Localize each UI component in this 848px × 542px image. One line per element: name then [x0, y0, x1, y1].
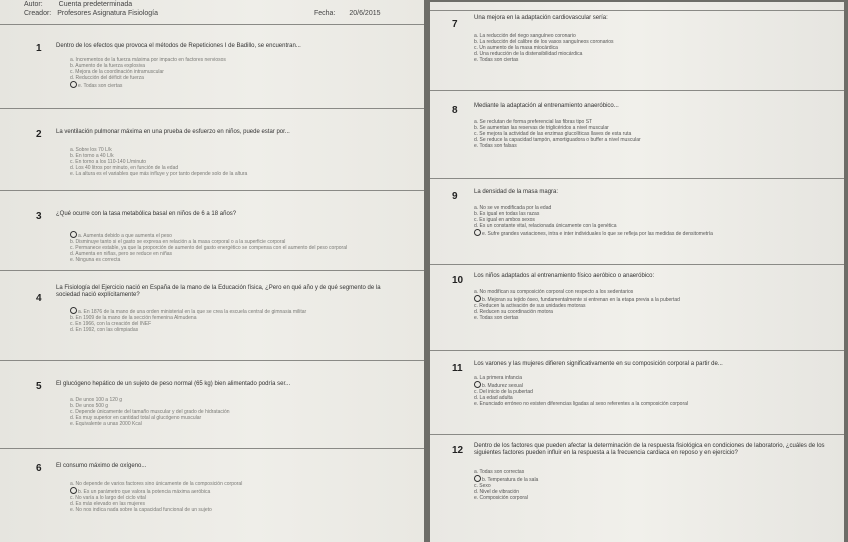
- answer-option[interactable]: b. Es igual en todas las razas: [474, 211, 540, 217]
- answer-option[interactable]: d. La edad adulta: [474, 395, 513, 401]
- answer-option[interactable]: a. Incrementos de la fuerza máxima por impacto en factores nerviosos: [70, 57, 226, 63]
- answer-option[interactable]: c. En torno a los 110-140 L/minuto: [70, 159, 147, 165]
- question-number: 7: [452, 19, 458, 30]
- answer-option[interactable]: b. Aumento de la fuerza explosiva: [70, 63, 146, 69]
- answer-options: [70, 231, 400, 263]
- question-number: 8: [452, 105, 458, 116]
- question-number: 3: [36, 211, 42, 222]
- question-5: [0, 360, 424, 449]
- answer-option[interactable]: e. Equivalente a unas 2000 Kcal: [70, 421, 142, 427]
- answer-option-selected[interactable]: e. Sufre grandes variaciones, intra e inter individuales lo que se refleja por las medidas de densitometría: [474, 229, 839, 237]
- answer-option[interactable]: e. Todas son ciertas: [474, 57, 519, 63]
- question-stem: ¿Qué ocurre con la tasa metabólica basal en niños de 6 a 18 años?: [56, 211, 237, 217]
- answer-option[interactable]: c. Se mejora la actividad de las enzimas glucolíticas llaves de esta ruta: [474, 131, 632, 137]
- answer-option[interactable]: a. La reducción del riego sanguíneo coronario: [474, 33, 576, 39]
- answer-option[interactable]: c. Sexo: [474, 483, 491, 489]
- answer-option[interactable]: c. Reducen la activación de sus unidades motoras: [474, 303, 586, 309]
- answer-option-selected[interactable]: e. Todas son ciertas: [70, 81, 400, 89]
- question-stem: La ventilación pulmonar máxima en una prueba de esfuerzo en niños, puede estar por...: [56, 129, 290, 135]
- answer-option[interactable]: c. Permanece estable, ya que la proporción de aumento del gasto energético se compensa con el aumento del peso corporal: [70, 245, 348, 251]
- question-4: [0, 270, 424, 361]
- question-number: 4: [36, 293, 42, 304]
- answer-option[interactable]: d. Nivel de vibración: [474, 489, 520, 495]
- creador-value: Profesores Asignatura Fisiología: [57, 10, 158, 17]
- answer-option[interactable]: c. No varía a lo largo del ciclo vital: [70, 495, 146, 501]
- answer-option[interactable]: b. En torno a 40 L/k: [70, 153, 114, 159]
- answer-options: [70, 397, 400, 427]
- question-stem: Dentro de los factores que pueden afectar la determinación de la respuesta fisiológica en condiciones de laboratorio, ¿cuáles de los siguientes factores pueden influir en la respuesta a la frecuencia cardiaca en reposo y en ejercicio?: [474, 443, 825, 456]
- answer-option-selected[interactable]: b. Madurez sexual: [474, 381, 839, 389]
- question-10: [430, 264, 844, 351]
- answer-option[interactable]: a. No se ve modificada por la edad: [474, 205, 552, 211]
- answer-option[interactable]: d. Reducción del déficit de fuerza: [70, 75, 144, 81]
- answer-option-selected[interactable]: b. Es un parámetro que valora la potencia máxima aeróbica: [70, 487, 400, 495]
- question-number: 9: [452, 191, 458, 202]
- answer-option[interactable]: a. Todas son correctas: [474, 469, 525, 475]
- question-number: 6: [36, 463, 42, 474]
- question-number: 2: [36, 129, 42, 140]
- answer-option[interactable]: c. En 1966, con la creación del INEF: [70, 321, 152, 327]
- autor-row: [24, 1, 132, 8]
- question-3: [0, 190, 424, 271]
- answer-option[interactable]: b. La reducción del calibre de los vasos sanguíneos coronarios: [474, 39, 614, 45]
- answer-option[interactable]: e. Enunciado erróneo no existen diferencias ligadas al sexo referentes a la composición corporal: [474, 401, 689, 407]
- autor-label: Autor:: [24, 1, 43, 8]
- answer-option[interactable]: c. Depende únicamente del tamaño muscular y del grado de hidratación: [70, 409, 230, 415]
- question-1: [0, 24, 424, 109]
- answer-option[interactable]: d. Se reduce la capacidad tampón, amortiguadora o buffer a nivel muscular: [474, 137, 641, 143]
- answer-option[interactable]: e. Ninguna es correcta: [70, 257, 121, 263]
- answer-options: [474, 375, 839, 407]
- answer-option[interactable]: b. En 1909 de la mano de la sección femenina Almudena: [70, 315, 197, 321]
- question-stem: Dentro de los efectos que provoca el métodos de Repeticiones I de Badillo, se encuentran...: [56, 43, 301, 49]
- question-stem: Una mejora en la adaptación cardiovascular sería:: [474, 15, 608, 21]
- fecha-label: Fecha:: [314, 10, 336, 17]
- fecha-value: 20/6/2015: [349, 10, 381, 17]
- answer-option[interactable]: e. La altura es el variables que más influye y por tanto depende solo de la altura: [70, 171, 248, 177]
- answer-option[interactable]: c. Mejora de la coordinación intramuscular: [70, 69, 164, 75]
- answer-option[interactable]: b. Se aumentan las reservas de triglicéridos a nivel muscular: [474, 125, 609, 131]
- question-number: 1: [36, 43, 42, 54]
- creador-row: [24, 10, 158, 17]
- fecha-row: [314, 10, 381, 17]
- answer-option[interactable]: e. Todas son falsas: [474, 143, 517, 149]
- question-number: 11: [452, 363, 463, 374]
- question-stem: El glucógeno hepático de un sujeto de peso normal (65 kg) bien alimentado podría ser...: [56, 381, 291, 387]
- answer-options: [474, 119, 839, 149]
- question-9: [430, 178, 844, 265]
- answer-option[interactable]: d. Una reducción de la distensibilidad miocárdica: [474, 51, 583, 57]
- question-stem: Los varones y las mujeres difieren significativamente en su composición corporal a partir de...: [474, 361, 723, 367]
- answer-option[interactable]: d. Aumenta en niñas, pero se reduce en niñas: [70, 251, 173, 257]
- question-8: [430, 90, 844, 179]
- answer-option[interactable]: d. Reducen su coordinación motora: [474, 309, 553, 315]
- question-number: 12: [452, 445, 464, 456]
- question-12: [430, 434, 844, 542]
- question-stem: Los niños adaptados al entrenamiento físico aeróbico o anaeróbico:: [474, 273, 655, 279]
- answer-option-selected[interactable]: b. Temperatura de la sala: [474, 475, 839, 483]
- answer-option[interactable]: a. No depende de varios factores sino únicamente de la composición corporal: [70, 481, 243, 487]
- answer-options: [474, 33, 839, 63]
- answer-option[interactable]: a. Sobre los 70 L/k: [70, 147, 112, 153]
- answer-option-selected[interactable]: a. Aumenta debido a que aumenta el peso: [70, 231, 400, 239]
- question-7: [430, 10, 844, 91]
- answer-option[interactable]: b. Disminuye tanto si el gasto se expresa en relación a la masa corporal o a la superficie corporal: [70, 239, 286, 245]
- question-number: 5: [36, 381, 42, 392]
- answer-option[interactable]: b. De unos 500 g: [70, 403, 109, 409]
- answer-option[interactable]: d. Es un constante vital, relacionada únicamente con la genética: [474, 223, 617, 229]
- answer-option[interactable]: d. En 1992, con las olimpiadas: [70, 327, 139, 333]
- answer-option[interactable]: e. Todas son ciertas: [474, 315, 519, 321]
- question-2: [0, 108, 424, 191]
- exam-page-right: [430, 2, 844, 542]
- answer-options: [474, 289, 839, 321]
- question-stem: Mediante la adaptación al entrenamiento anaeróbico...: [474, 103, 619, 109]
- answer-option[interactable]: a. No modifican su composición corporal con respecto a los sedentarios: [474, 289, 634, 295]
- question-number: 10: [452, 275, 464, 286]
- question-stem: El consumo máximo de oxígeno...: [56, 463, 147, 469]
- answer-options: [474, 205, 839, 237]
- answer-option[interactable]: e. No nos indica nada sobre la capacidad funcional de un sujeto: [70, 507, 212, 513]
- answer-option[interactable]: a. La primera infancia: [474, 375, 523, 381]
- answer-option[interactable]: c. Es igual en ambos sexos: [474, 217, 535, 223]
- answer-option[interactable]: a. De unos 100 a 120 g: [70, 397, 122, 403]
- answer-options: [474, 469, 839, 501]
- answer-options: [70, 481, 400, 513]
- question-stem: La densidad de la masa magra:: [474, 189, 559, 195]
- answer-option[interactable]: d. Es más elevado en las mujeres: [70, 501, 146, 507]
- creador-label: Creador:: [24, 10, 52, 17]
- question-11: [430, 350, 844, 435]
- autor-value: Cuenta predeterminada: [58, 1, 133, 8]
- question-6: [0, 448, 424, 542]
- answer-option[interactable]: c. Del inicio de la pubertad: [474, 389, 533, 395]
- answer-options: [70, 307, 400, 333]
- question-stem: La Fisiología del Ejercicio nació en España de la mano de la Educación física, ¿Pero en qué año y de qué segmento de la sociedad nació explícitamente?: [56, 285, 381, 298]
- answer-option[interactable]: d. Los 40 litros por minuto, en función de la edad: [70, 165, 179, 171]
- answer-option-selected[interactable]: a. En 1876 de la mano de una orden ministerial en la que se crea la escuela central de gimnasia militar: [70, 307, 400, 315]
- answer-option[interactable]: d. Es muy superior en cantidad total al glucógeno muscular: [70, 415, 202, 421]
- answer-option-selected[interactable]: b. Mejoran su tejido óseo, fundamentalmente si entrenan en la etapa previa a la pubertad: [474, 295, 839, 303]
- answer-option[interactable]: e. Composición corporal: [474, 495, 528, 501]
- answer-options: [70, 147, 400, 177]
- answer-option[interactable]: c. Un aumento de la masa miocárdica: [474, 45, 558, 51]
- answer-options: [70, 57, 400, 89]
- answer-option[interactable]: a. Se reclutan de forma preferencial las fibras tipo ST: [474, 119, 593, 125]
